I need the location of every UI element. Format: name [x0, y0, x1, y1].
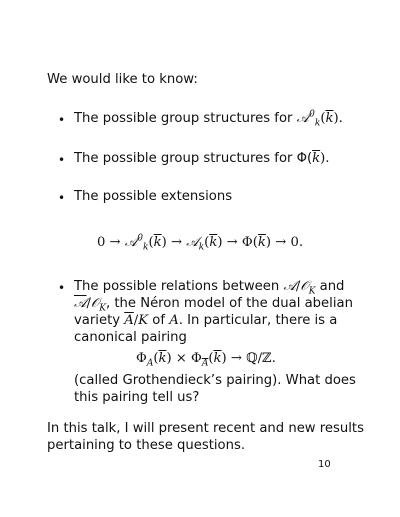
page-number: 10: [318, 459, 331, 470]
pairing-equation: $\Phi_A(\overline{k}) \times \Phi_{\overline{A}}(\overline{k})$ → ℚ/ℤ.: [136, 351, 276, 369]
bullet-4-line-1: The possible relations between 𝒜/𝒪$_K$ and: [74, 279, 345, 297]
bullet-1: The possible group structures for $𝒜^0_k(\overline{k})$.: [74, 109, 343, 129]
bullet-3-icon: •: [58, 191, 66, 205]
bullet-4-icon: •: [58, 281, 66, 295]
bullet-2-text: The possible group structures for Φ(: [74, 151, 313, 166]
bullet-1-icon: •: [58, 113, 66, 127]
bullet-4-line-1-text: The possible relations between: [74, 279, 284, 294]
bullet-4-line-3-start: variety: [74, 313, 125, 328]
bullet-4-line-4: canonical pairing: [74, 330, 187, 345]
bullet-4-line-3-end: . In particular, there is a: [178, 313, 338, 328]
math-a-k0: 𝒜$^0_k$: [296, 109, 321, 129]
conclusion-line-1: In this talk, I will present recent and new results: [47, 421, 364, 436]
bullet-4-line-2-text: , the Néron model of the dual abelian: [105, 296, 353, 311]
bullet-4-line-2: 𝒜/𝒪$_K$, the Néron model of the dual abelian: [74, 296, 353, 314]
bullet-2-icon: •: [58, 153, 66, 167]
bullet-3-text: The possible extensions: [74, 189, 233, 204]
bullet-1-text: The possible group structures for: [74, 111, 297, 126]
bullet-4-line-6: this pairing tell us?: [74, 390, 200, 405]
exact-sequence-equation: $0 \to 𝒜^0_k(\overline{k})$ → $𝒜_k(\overline{k}) \to \Phi(\overline{k}) \to 0$.: [96, 233, 304, 253]
bullet-2: The possible group structures for $\Phi(\overline{k})$.: [74, 151, 330, 166]
bullet-4-line-5: (called Grothendieck’s pairing). What does: [74, 373, 356, 388]
intro-text: We would like to know:: [47, 72, 198, 87]
conclusion-line-2: pertaining to these questions.: [47, 438, 246, 453]
bullet-4-line-3-mid: of: [148, 313, 170, 328]
bullet-4-line-3: variety $\overline{A}/K$ of A. In particular, there is a: [74, 313, 338, 328]
bullet-4-line-1-end: and: [315, 279, 345, 294]
